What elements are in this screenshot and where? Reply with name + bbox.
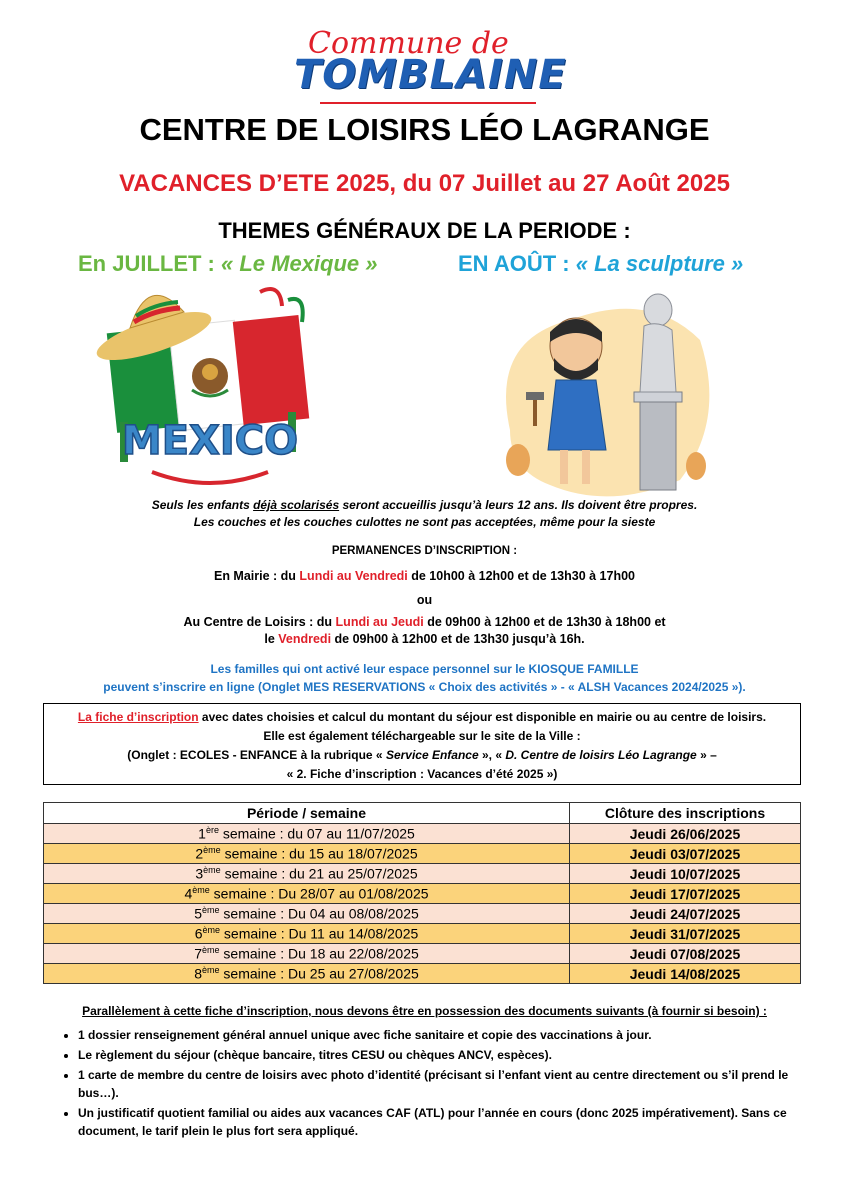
deadline-cell: Jeudi 24/07/2025 xyxy=(570,904,801,924)
week-dates: semaine : du 21 au 25/07/2025 xyxy=(220,865,418,882)
theme-july-name: « Le Mexique » xyxy=(221,251,378,276)
infobox-centre-loisirs: D. Centre de loisirs Léo Lagrange xyxy=(505,748,697,762)
friday-day: Vendredi xyxy=(278,632,332,646)
week-number: 2 xyxy=(195,845,204,862)
infobox-line-3-a: (Onglet : ECOLES - ENFANCE à la rubrique « xyxy=(127,748,386,762)
permanences-heading: PERMANENCES D’INSCRIPTION : xyxy=(331,545,518,557)
week-number: 7 xyxy=(194,945,202,962)
permanence-mairie xyxy=(0,569,849,583)
week-number: 1 xyxy=(198,825,206,842)
table-row xyxy=(44,824,801,844)
week-dates: semaine : Du 25 au 27/08/2025 xyxy=(219,965,419,982)
week-dates: semaine : Du 11 au 14/08/2025 xyxy=(220,925,419,942)
period-cell xyxy=(44,924,570,944)
sculpture-illustration xyxy=(490,280,726,502)
document-item: • Un justificatif quotient familial ou aides aux vacances CAF (ATL) pour l’année en cours (donc 2025 impérativement). Sans ce document, le tarif plein le plus fort sera appliqué. xyxy=(78,1104,823,1140)
week-number: 5 xyxy=(194,905,202,922)
week-dates: semaine : du 07 au 11/07/2025 xyxy=(218,825,415,842)
theme-august xyxy=(458,251,743,277)
age-note-part-a: Seuls les enfants xyxy=(151,498,254,512)
week-number: 6 xyxy=(194,925,203,942)
week-ordinal: ème xyxy=(203,865,221,876)
theme-july-prefix: En JUILLET : xyxy=(78,251,221,276)
theme-august-prefix: EN AOÛT : xyxy=(458,251,576,276)
week-ordinal: ème xyxy=(202,905,220,916)
document-item: • 1 dossier renseignement général annuel unique avec fiche sanitaire et copie des vaccinations à jour. xyxy=(78,1026,823,1044)
period-cell xyxy=(44,884,570,904)
page-subtitle: VACANCES D’ETE 2025, du 07 Juillet au 27 Août 2025 xyxy=(119,170,730,197)
diaper-note: Les couches et les couches culottes ne sont pas acceptées, même pour la sieste xyxy=(193,515,656,529)
week-ordinal: ème xyxy=(203,845,221,856)
mairie-hours: de 10h00 à 12h00 et de 13h30 à 17h00 xyxy=(407,569,635,583)
week-ordinal: ème xyxy=(192,885,210,896)
logo-name-text: TOMBLAINE xyxy=(294,52,567,98)
table-row xyxy=(44,944,801,964)
themes-heading: THEMES GÉNÉRAUX DE LA PERIODE : xyxy=(218,218,631,243)
infobox-line-3 xyxy=(44,746,800,765)
infobox-line-1 xyxy=(44,708,800,727)
documents-heading: Parallèlement à cette fiche d’inscription, nous devons être en possession des documents suivants (à fournir si besoin) : xyxy=(82,1004,767,1018)
table-row xyxy=(44,844,801,864)
permanence-centre-weekdays xyxy=(0,615,849,629)
week-number: 3 xyxy=(195,865,204,882)
deadline-cell: Jeudi 14/08/2025 xyxy=(570,964,801,984)
table-header-row xyxy=(44,803,801,824)
period-cell xyxy=(44,944,570,964)
centre-hours: de 09h00 à 12h00 et de 13h30 à 18h00 et xyxy=(423,615,666,629)
centre-prefix: Au Centre de Loisirs : du xyxy=(183,615,336,629)
infobox-line-4: « 2. Fiche d’inscription : Vacances d’été 2025 ») xyxy=(286,767,558,781)
table-row xyxy=(44,904,801,924)
week-dates: semaine : du 15 au 18/07/2025 xyxy=(220,845,418,862)
table-row xyxy=(44,864,801,884)
table-row xyxy=(44,964,801,984)
page-title: CENTRE DE LOISIRS LÉO LAGRANGE xyxy=(139,112,710,147)
schedule-table xyxy=(43,802,801,984)
deadline-cell: Jeudi 26/06/2025 xyxy=(570,824,801,844)
period-cell xyxy=(44,904,570,924)
age-note xyxy=(0,498,849,512)
infobox-line-3-e: » – xyxy=(696,748,717,762)
week-dates: semaine : Du 28/07 au 01/08/2025 xyxy=(209,885,429,902)
period-cell xyxy=(44,824,570,844)
week-dates: semaine : Du 18 au 22/08/2025 xyxy=(219,945,419,962)
registration-info-box xyxy=(43,703,801,785)
column-header-deadline: Clôture des inscriptions xyxy=(570,803,801,824)
mairie-prefix: En Mairie : du xyxy=(213,569,300,583)
week-number: 4 xyxy=(184,885,193,902)
deadline-cell: Jeudi 07/08/2025 xyxy=(570,944,801,964)
week-dates: semaine : Du 04 au 08/08/2025 xyxy=(219,905,419,922)
infobox-service-enfance: Service Enfance xyxy=(385,748,479,762)
document-item: • Le règlement du séjour (chèque bancaire, titres CESU ou chèques ANCV, espèces). xyxy=(78,1046,823,1064)
week-number: 8 xyxy=(194,965,202,982)
mexico-illustration xyxy=(92,272,328,494)
centre-days: Lundi au Jeudi xyxy=(335,615,424,629)
documents-list xyxy=(58,1026,823,1142)
infobox-line-2: Elle est également téléchargeable sur le site de la Ville : xyxy=(263,729,581,743)
table-row xyxy=(44,924,801,944)
column-header-period: Période / semaine xyxy=(44,803,570,824)
kiosk-line-2: peuvent s’inscrire en ligne (Onglet MES RESERVATIONS « Choix des activités » - « ALSH Vacances 2024/2025 »). xyxy=(103,680,746,694)
age-note-emphasis: déjà scolarisés xyxy=(253,498,340,512)
infobox-line-3-c: », « xyxy=(478,748,506,762)
deadline-cell: Jeudi 17/07/2025 xyxy=(570,884,801,904)
period-cell xyxy=(44,844,570,864)
theme-august-name: « La sculpture » xyxy=(575,251,744,276)
logo-commune-text: Commune de xyxy=(308,26,509,61)
document-item: • 1 carte de membre du centre de loisirs avec photo d’identité (précisant si l’enfant vient au centre directement ou s’il prend le bus…). xyxy=(78,1066,823,1102)
mexico-banner-text: MEXICO xyxy=(121,418,299,464)
week-ordinal: ère xyxy=(205,825,219,836)
table-row xyxy=(44,884,801,904)
permanence-or: ou xyxy=(416,593,433,607)
friday-hours: de 09h00 à 12h00 et de 13h30 jusqu’à 16h. xyxy=(331,632,585,646)
registration-form-link[interactable]: La fiche d’inscription xyxy=(77,710,199,724)
period-cell xyxy=(44,864,570,884)
deadline-cell: Jeudi 31/07/2025 xyxy=(570,924,801,944)
age-note-part-c: seront accueillis jusqu’à leurs 12 ans. Ils doivent être propres. xyxy=(339,498,698,512)
week-ordinal: ème xyxy=(202,965,220,976)
week-ordinal: ème xyxy=(202,945,220,956)
permanence-centre-friday xyxy=(0,632,849,646)
infobox-line-1-rest: avec dates choisies et calcul du montant du séjour est disponible en mairie ou au centre de loisirs. xyxy=(198,710,767,724)
period-cell xyxy=(44,964,570,984)
commune-logo xyxy=(290,22,567,112)
deadline-cell: Jeudi 10/07/2025 xyxy=(570,864,801,884)
mairie-days: Lundi au Vendredi xyxy=(299,569,408,583)
deadline-cell: Jeudi 03/07/2025 xyxy=(570,844,801,864)
kiosk-line-1: Les familles qui ont activé leur espace personnel sur le KIOSQUE FAMILLE xyxy=(210,662,639,676)
week-ordinal: ème xyxy=(202,925,221,936)
logo-underline xyxy=(320,102,536,104)
friday-prefix: le xyxy=(264,632,279,646)
